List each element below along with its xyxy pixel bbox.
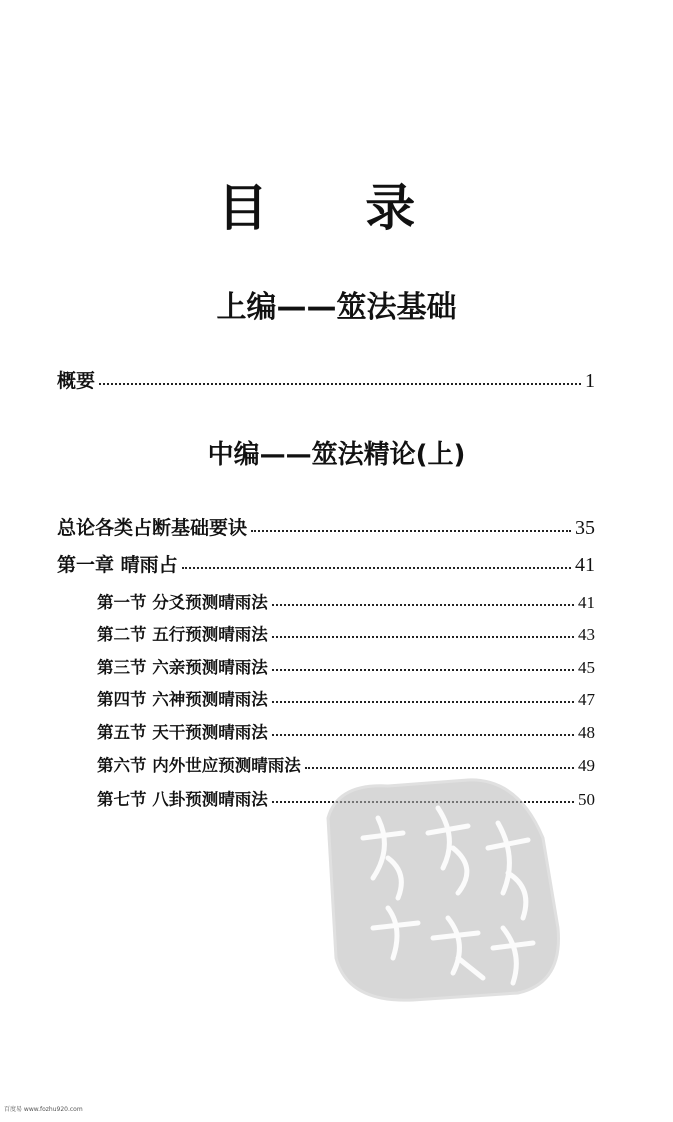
- toc-entry-page: 35: [575, 517, 595, 539]
- toc-entry[interactable]: [97, 752, 595, 776]
- dot-leader: [305, 767, 574, 769]
- seal-stamp-watermark: [318, 778, 563, 1003]
- toc-entry[interactable]: [97, 686, 595, 710]
- dot-leader: [272, 701, 574, 703]
- toc-entry-page: 41: [575, 554, 595, 576]
- toc-entry-label: 第六节 内外世应预测晴雨法: [97, 756, 301, 775]
- dot-leader: [182, 567, 571, 569]
- dot-leader: [272, 669, 574, 671]
- toc-entry-page: 45: [578, 658, 595, 677]
- toc-entry-label: 第四节 六神预测晴雨法: [97, 690, 268, 709]
- toc-entry-label: 概要: [57, 370, 96, 392]
- toc-entry-label: 第一章 晴雨占: [57, 554, 178, 576]
- toc-entry-page: 41: [578, 593, 595, 612]
- toc-entry[interactable]: [97, 654, 595, 678]
- dot-leader: [251, 530, 571, 532]
- part-heading-middle: 中编——筮法精论(上): [207, 440, 466, 470]
- toc-entry-page: 1: [585, 370, 595, 392]
- toc-entry[interactable]: [57, 366, 595, 393]
- toc-entry-page: 43: [578, 625, 595, 644]
- dot-leader: [272, 734, 574, 736]
- toc-entry-label: 第七节 八卦预测晴雨法: [97, 790, 268, 809]
- toc-entry[interactable]: [57, 550, 595, 577]
- toc-entry-label: 第五节 天干预测晴雨法: [97, 723, 268, 742]
- toc-entry-label: 第一节 分爻预测晴雨法: [97, 593, 268, 612]
- toc-entry-label: 第三节 六亲预测晴雨法: [97, 658, 268, 677]
- toc-entry-page: 48: [578, 723, 595, 742]
- toc-entry[interactable]: [97, 589, 595, 613]
- footer-watermark-text: 百度易 www.fozhu920.com: [4, 1106, 83, 1113]
- toc-entry[interactable]: [97, 719, 595, 743]
- toc-entry[interactable]: [57, 513, 595, 540]
- toc-entry-label: 第二节 五行预测晴雨法: [97, 625, 268, 644]
- dot-leader: [99, 383, 581, 385]
- toc-entry-page: 50: [578, 790, 595, 809]
- dot-leader: [272, 604, 574, 606]
- page-title: 目 录: [217, 179, 456, 237]
- dot-leader: [272, 636, 574, 638]
- toc-entry-label: 总论各类占断基础要诀: [57, 517, 248, 539]
- toc-entry-page: 49: [578, 756, 595, 775]
- part-heading-upper: 上编——筮法基础: [216, 290, 457, 325]
- toc-entry[interactable]: [97, 621, 595, 645]
- toc-entry-page: 47: [578, 690, 595, 709]
